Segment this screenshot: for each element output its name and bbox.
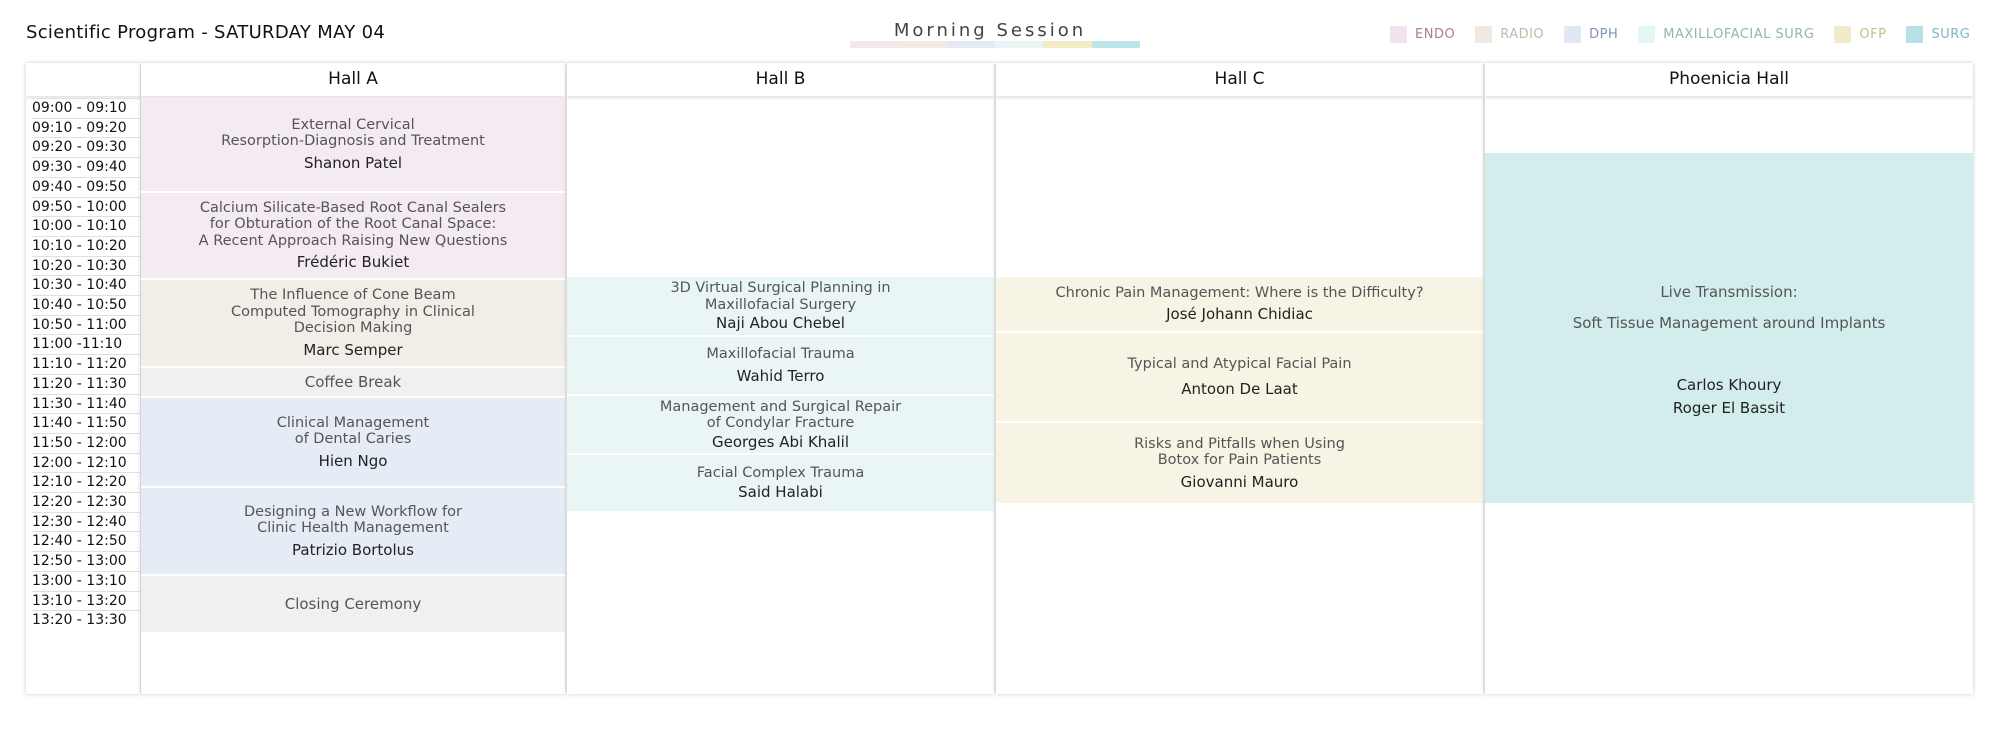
page-title: Scientific Program - SATURDAY MAY 04 — [26, 22, 386, 43]
timeslot: 12:00 - 12:10 — [32, 453, 140, 473]
time-column-header — [26, 63, 140, 96]
live-transmission-label: Live Transmission: — [1660, 283, 1798, 301]
session-bar-segment — [947, 41, 995, 48]
legend-swatch — [1390, 26, 1407, 43]
timeslot: 11:30 - 11:40 — [32, 394, 140, 414]
session-title-line: Designing a New Workflow for — [244, 503, 462, 520]
session-title-line: Maxillofacial Trauma — [706, 346, 855, 363]
session-speaker: Carlos Khoury — [1676, 376, 1782, 394]
timeslot: 13:10 - 13:20 — [32, 591, 140, 611]
session-speaker: Naji Abou Chebel — [716, 314, 845, 332]
session-title-line: Risks and Pitfalls when Using — [1134, 435, 1345, 452]
session-speaker: Georges Abi Khalil — [711, 432, 850, 451]
session-title-line: External Cervical — [291, 116, 415, 133]
legend-item-endo — [1390, 26, 1455, 43]
closing-ceremony-block — [141, 576, 565, 632]
timeslot: 09:50 - 10:00 — [32, 197, 140, 217]
phoenicia-hall-column — [1485, 63, 1973, 694]
session-title-line: of Condylar Fracture — [706, 415, 855, 431]
session-color-bar — [850, 41, 1140, 48]
timeslot: 11:20 - 11:30 — [32, 374, 140, 394]
session-block — [996, 333, 1483, 421]
timeslot: 12:40 - 12:50 — [32, 531, 140, 551]
session-block — [996, 277, 1483, 331]
legend-swatch — [1564, 26, 1581, 43]
timeslot: 12:20 - 12:30 — [32, 492, 140, 512]
timeslot: 10:50 - 11:00 — [32, 315, 140, 335]
session-speaker: Roger El Bassit — [1672, 399, 1786, 417]
timeslot: 09:00 - 09:10 — [32, 98, 140, 118]
hall-c-header: Hall C — [996, 63, 1483, 96]
session-title-line: Management and Surgical Repair — [659, 398, 902, 415]
timeslot: 09:30 - 09:40 — [32, 157, 140, 177]
session-bar-segment — [1092, 41, 1140, 48]
legend-item-ofp — [1834, 26, 1886, 43]
timeslot: 11:10 - 11:20 — [32, 354, 140, 374]
timeslot: 10:20 - 10:30 — [32, 256, 140, 276]
session-title-line: Computed Tomography in Clinical — [231, 303, 475, 320]
legend-swatch — [1638, 26, 1655, 43]
legend-swatch — [1906, 26, 1923, 43]
session-title-line: Botox for Pain Patients — [1157, 452, 1322, 468]
timeslot: 09:20 - 09:30 — [32, 137, 140, 157]
legend-swatch — [1475, 26, 1492, 43]
session-speaker: Frédéric Bukiet — [296, 253, 410, 272]
session-title-line: Coffee Break — [304, 373, 402, 391]
session-title-line: Closing Ceremony — [284, 595, 422, 613]
session-bar-segment — [995, 41, 1043, 48]
timeslot: 12:10 - 12:20 — [32, 472, 140, 492]
session-block — [567, 396, 994, 453]
session-title-line: 3D Virtual Surgical Planning in — [670, 280, 891, 296]
session-title-line: The Influence of Cone Beam — [250, 287, 456, 304]
session-title-line: Clinic Health Management — [257, 520, 449, 536]
legend-item-dph — [1564, 26, 1618, 43]
session-bar-segment — [850, 41, 898, 48]
legend-label: OFP — [1859, 26, 1887, 42]
session-block — [567, 337, 994, 394]
timeslot: 12:50 - 13:00 — [32, 551, 140, 571]
session-title-line: Decision Making — [293, 320, 413, 337]
phoenicia-hall-header: Phoenicia Hall — [1485, 63, 1973, 96]
session-block — [567, 455, 994, 511]
legend-label: DPH — [1589, 26, 1619, 42]
timeslot: 13:20 - 13:30 — [32, 610, 140, 630]
legend-label: RADIO — [1500, 26, 1545, 42]
session-title-line: Facial Complex Trauma — [696, 465, 865, 482]
session-block — [141, 280, 565, 366]
hall-a-header: Hall A — [141, 63, 565, 96]
session-block — [141, 488, 565, 574]
timeslot: 10:10 - 10:20 — [32, 236, 140, 256]
session-title-line: for Obturation of the Root Canal Space: — [209, 216, 497, 233]
session-block — [141, 398, 565, 486]
session-title-line: A Recent Approach Raising New Questions — [198, 232, 508, 249]
session-title-line: Resorption-Diagnosis and Treatment — [221, 133, 485, 149]
hall-c-column — [996, 63, 1483, 694]
session-speaker: José Johann Chidiac — [1166, 305, 1313, 324]
timeslot: 11:50 - 12:00 — [32, 433, 140, 453]
session-title-line: Maxillofacial Surgery — [704, 296, 857, 313]
timeslot: 09:10 - 09:20 — [32, 118, 140, 138]
session-block — [141, 97, 565, 191]
coffee-break-block — [141, 368, 565, 396]
legend-item-maxillofacial-surg — [1638, 26, 1814, 43]
legend-label: SURG — [1931, 26, 1971, 42]
session-title-line: Typical and Atypical Facial Pain — [1127, 355, 1352, 372]
timeslot: 10:40 - 10:50 — [32, 295, 140, 315]
session-bar-segment — [898, 41, 946, 48]
timeslot: 10:30 - 10:40 — [32, 275, 140, 295]
legend-item-radio — [1475, 26, 1544, 43]
time-column — [26, 63, 140, 694]
live-transmission-title: Soft Tissue Management around Implants — [1572, 314, 1886, 332]
session-speaker: Hien Ngo — [318, 451, 388, 470]
session-speaker: Antoon De Laat — [1181, 380, 1298, 399]
session-title-line: Clinical Management — [276, 414, 430, 431]
session-title-line: Calcium Silicate-Based Root Canal Sealers — [199, 199, 507, 216]
timeslot: 12:30 - 12:40 — [32, 512, 140, 532]
session-speaker: Giovanni Mauro — [1180, 472, 1299, 491]
session-title: Morning Session — [893, 20, 1087, 41]
session-block — [141, 193, 565, 278]
hall-b-header: Hall B — [567, 63, 994, 96]
timeslot: 11:00 -11:10 — [32, 334, 140, 354]
hall-a-column — [141, 63, 565, 694]
session-speaker: Wahid Terro — [736, 366, 825, 385]
legend-swatch — [1834, 26, 1851, 43]
session-title-line: of Dental Caries — [294, 431, 412, 447]
legend-item-surg — [1906, 26, 1970, 43]
hall-b-column — [567, 63, 994, 694]
live-transmission-block — [1485, 153, 1973, 503]
session-block — [567, 277, 994, 335]
timeslot: 13:00 - 13:10 — [32, 571, 140, 591]
session-speaker: Marc Semper — [303, 340, 403, 359]
timeslot: 11:40 - 11:50 — [32, 413, 140, 433]
session-block — [996, 423, 1483, 503]
legend — [1390, 24, 1970, 44]
session-speaker: Shanon Patel — [303, 153, 403, 172]
timeslot: 10:00 - 10:10 — [32, 216, 140, 236]
timeslot: 09:40 - 09:50 — [32, 177, 140, 197]
session-bar-segment — [1043, 41, 1091, 48]
session-speaker: Patrizio Bortolus — [292, 540, 414, 559]
session-speaker: Said Halabi — [738, 482, 823, 501]
session-title-line: Chronic Pain Management: Where is the Difficulty? — [1055, 284, 1424, 301]
legend-label: ENDO — [1415, 26, 1456, 42]
legend-label: MAXILLOFACIAL SURG — [1663, 26, 1815, 42]
